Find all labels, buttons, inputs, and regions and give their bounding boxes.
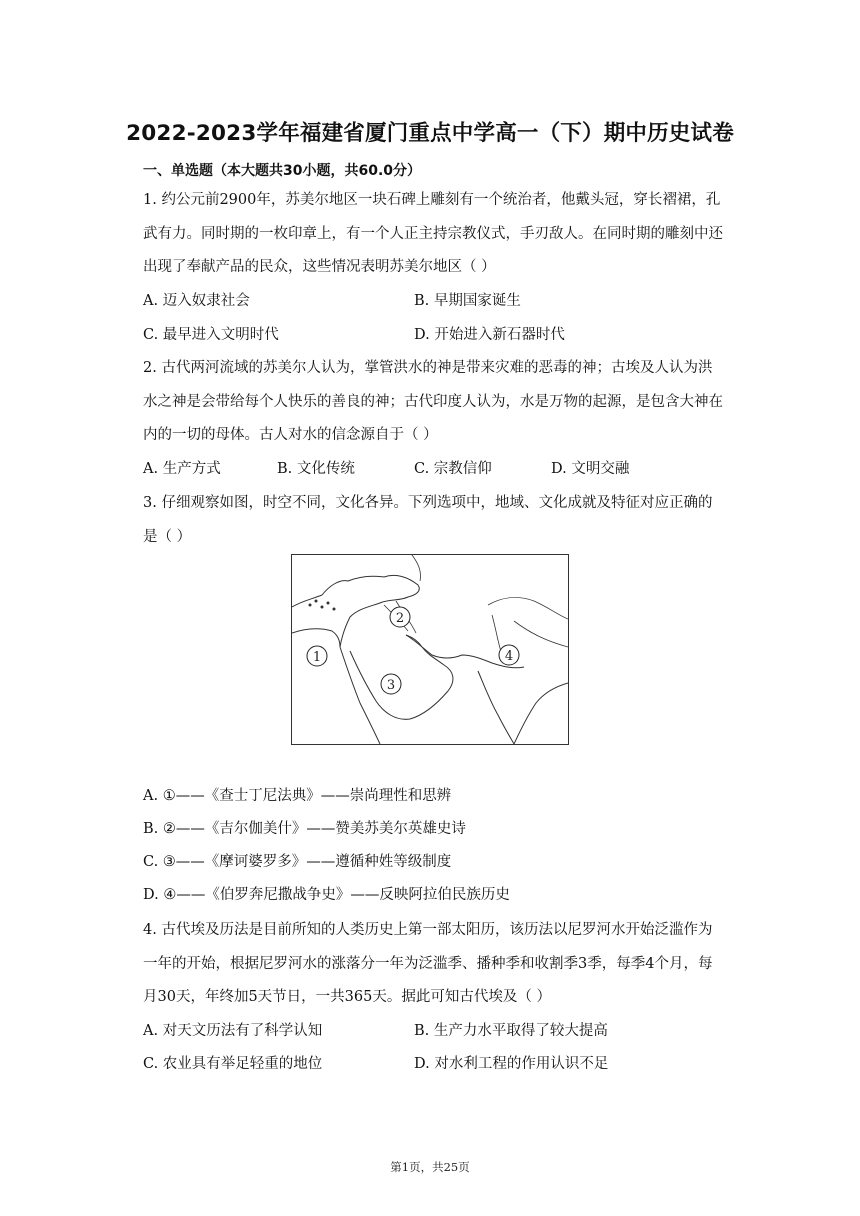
question-3-line-2: 是（ ） [143,529,192,545]
question-1-option-b: B. 早期国家诞生 [414,293,521,309]
section-heading: 一、单选题（本大题共30小题，共60.0分） [143,163,422,179]
page-title: 2022-2023学年福建省厦门重点中学高一（下）期中历史试卷 [126,121,734,146]
question-2-option-a: A. 生产方式 [143,461,221,477]
question-2-option-c: C. 宗教信仰 [414,461,492,477]
question-4-option-c: C. 农业具有举足轻重的地位 [143,1056,323,1072]
question-4-option-d: D. 对水利工程的作用认识不足 [414,1056,609,1072]
question-1-option-d: D. 开始进入新石器时代 [414,327,565,343]
question-2-option-d: D. 文明交融 [551,461,630,477]
question-1-line-1: 1. 约公元前2900年，苏美尔地区一块石碑上雕刻有一个统治者，他戴头冠，穿长褶裙，孔 [143,192,721,208]
question-1-option-c: C. 最早进入文明时代 [143,327,279,343]
question-3-line-1: 3. 仔细观察如图，时空不同，文化各异。下列选项中，地域、文化成就及特征对应正确的 [143,495,713,511]
svg-text:1: 1 [312,650,322,665]
map-drawing [292,555,568,744]
svg-text:2: 2 [395,611,405,626]
question-2-line-1: 2. 古代两河流域的苏美尔人认为，掌管洪水的神是带来灾难的恶毒的神；古埃及人认为洪 [143,360,713,376]
question-4-line-2: 一年的开始，根据尼罗河水的涨落分一年为泛滥季、播种季和收割季3季，每季4个月，每 [143,956,713,972]
question-3-option-a: A. ①——《查士丁尼法典》——崇尚理性和思辨 [143,788,452,804]
question-4-line-1: 4. 古代埃及历法是目前所知的人类历史上第一部太阳历，该历法以尼罗河水开始泛滥作为 [143,922,713,938]
question-4-option-b: B. 生产力水平取得了较大提高 [414,1023,608,1039]
question-1-line-2: 武有力。同时期的一枚印章上，有一个人正主持宗教仪式，手刃敌人。在同时期的雕刻中还 [143,226,723,242]
page-footer: 第1页，共25页 [390,1160,470,1174]
question-2-option-b: B. 文化传统 [277,461,355,477]
question-4-option-a: A. 对天文历法有了科学认知 [143,1023,323,1039]
svg-text:3: 3 [386,678,396,693]
question-3-option-d: D. ④——《伯罗奔尼撒战争史》——反映阿拉伯民族历史 [143,887,510,903]
question-3-map [291,554,569,745]
svg-text:4: 4 [504,649,514,664]
question-3-option-c: C. ③——《摩诃婆罗多》——遵循种姓等级制度 [143,854,452,870]
question-2-line-3: 内的一切的母体。古人对水的信念源自于（ ） [143,427,438,443]
question-1-line-3: 出现了奉献产品的民众，这些情况表明苏美尔地区（ ） [143,259,496,275]
question-1-option-a: A. 迈入奴隶社会 [143,293,250,309]
question-2-line-2: 水之神是会带给每个人快乐的善良的神；古代印度人认为，水是万物的起源，是包含大神在 [143,394,723,410]
question-4-line-3: 月30天，年终加5天节日，一共365天。据此可知古代埃及（ ） [143,989,551,1005]
question-3-option-b: B. ②——《吉尔伽美什》——赞美苏美尔英雄史诗 [143,821,466,837]
